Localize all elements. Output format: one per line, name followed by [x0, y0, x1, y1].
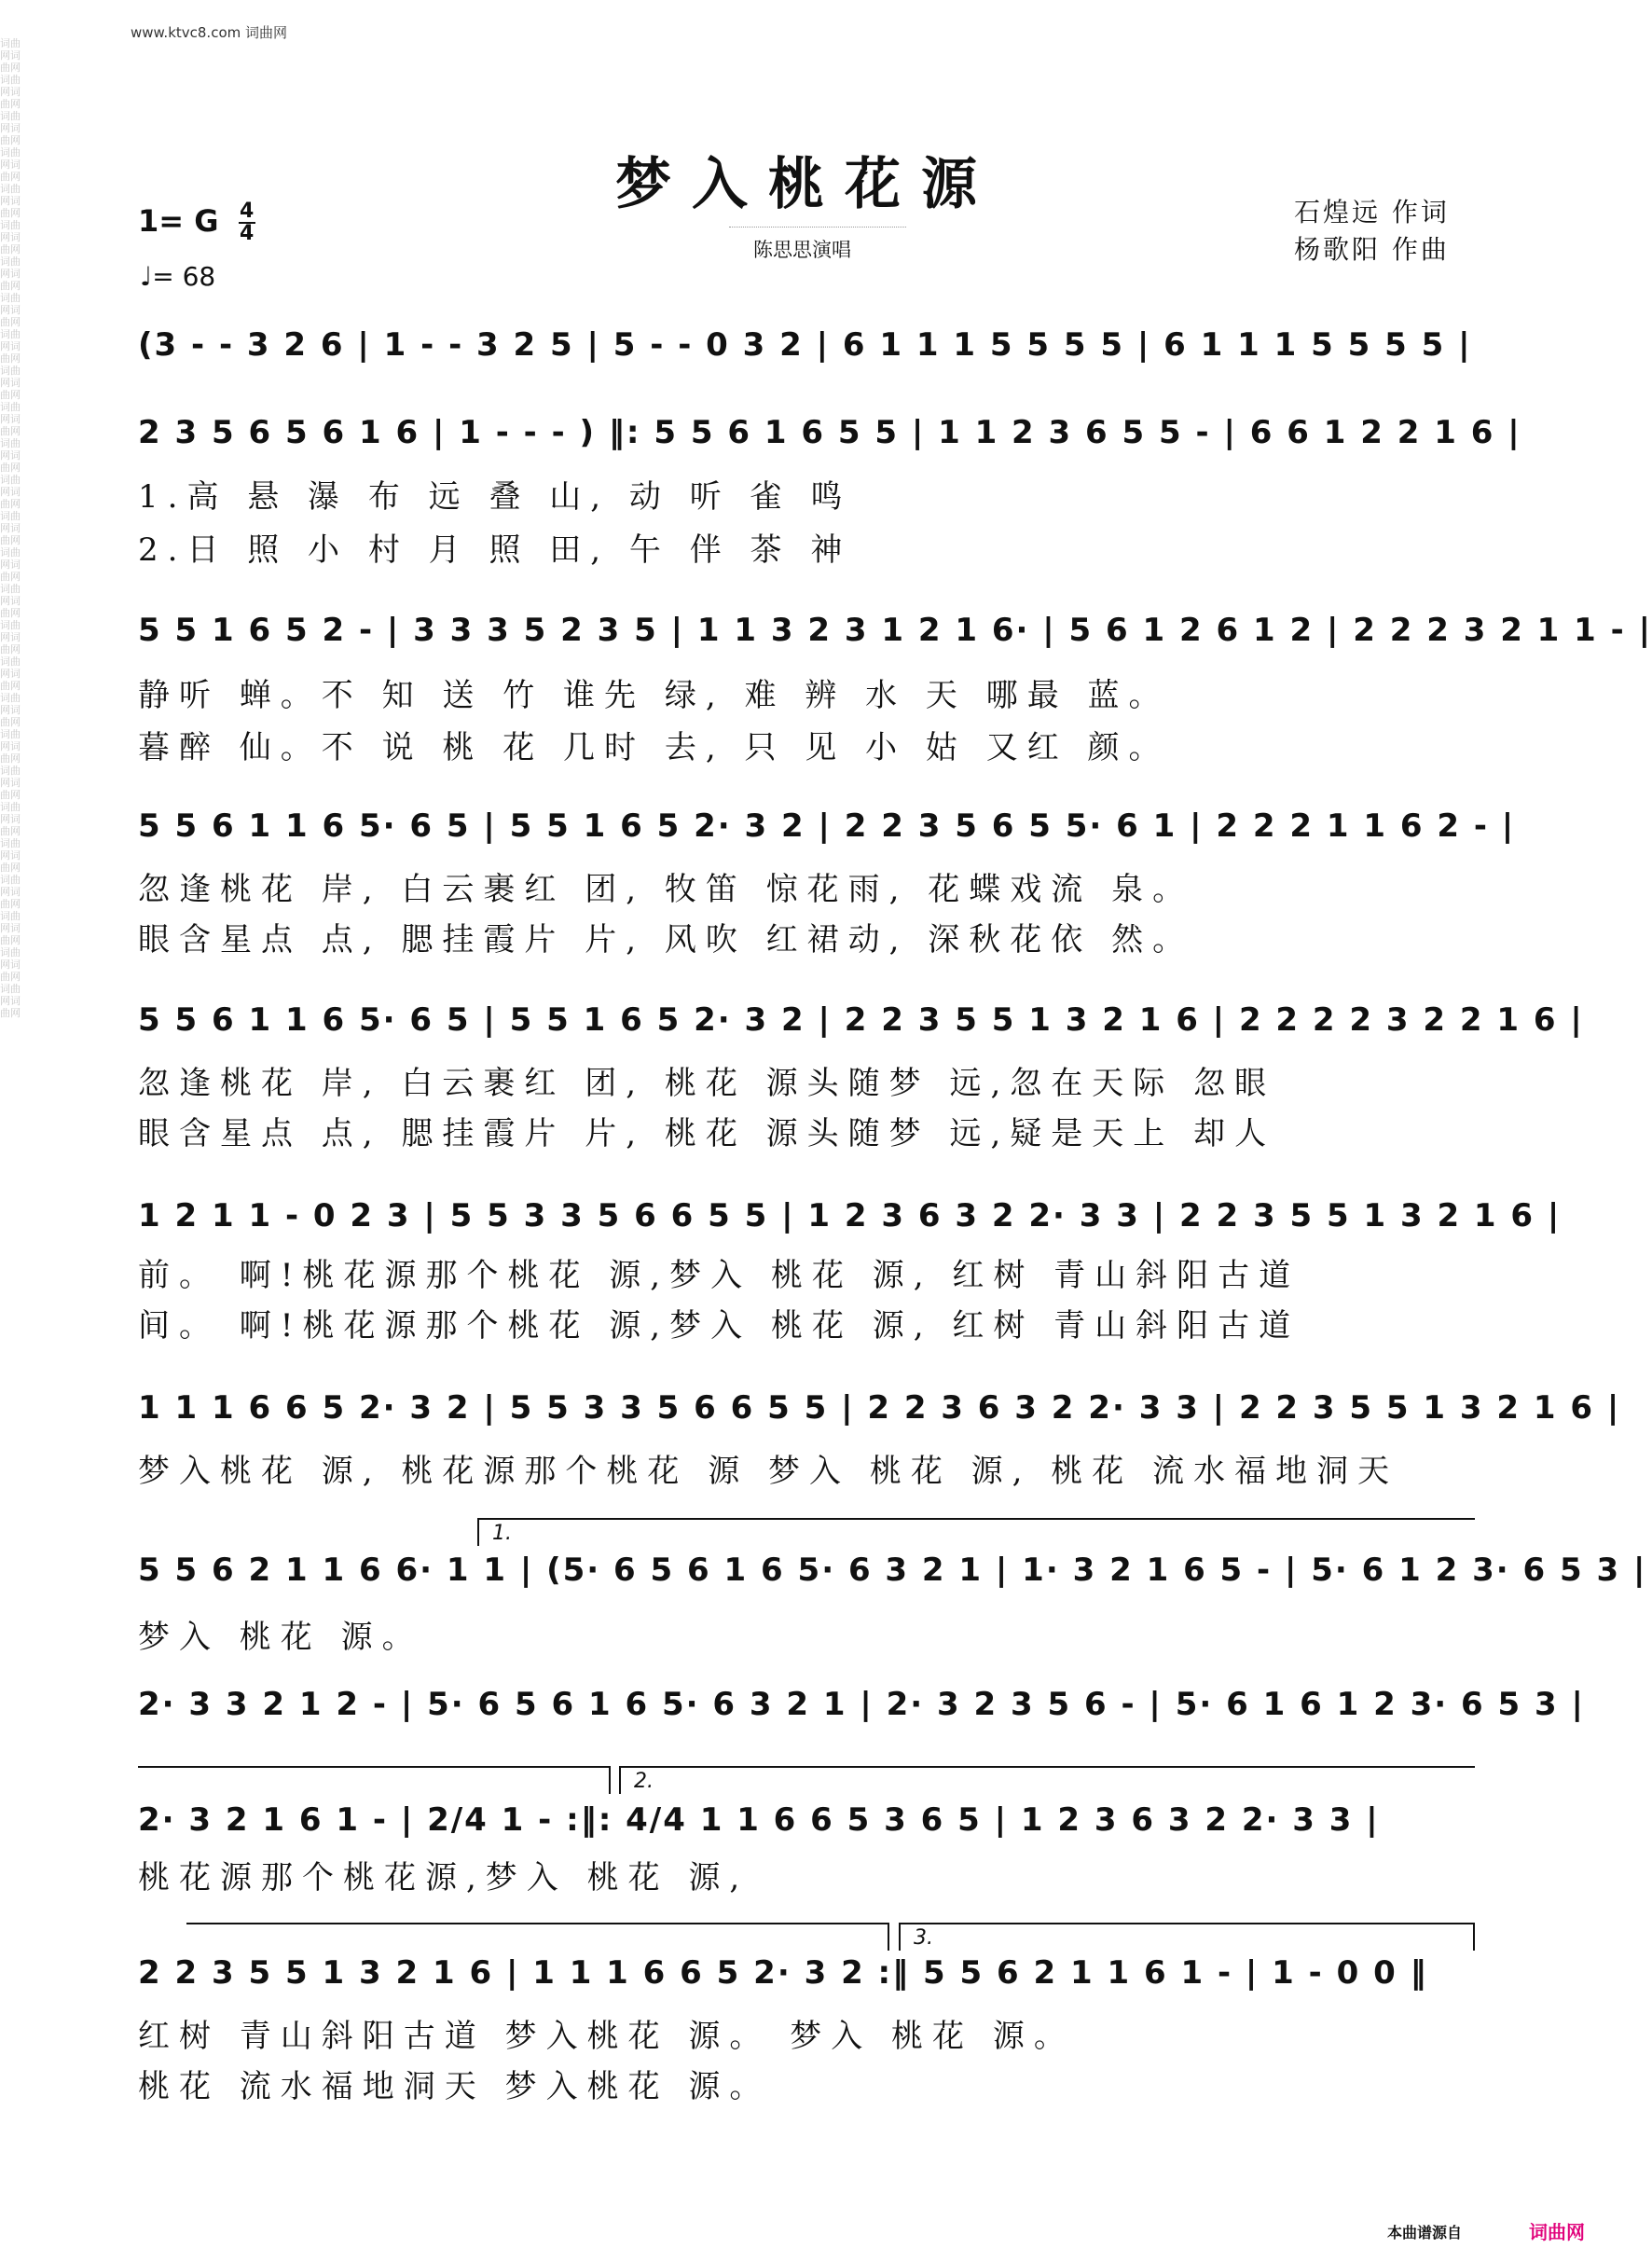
- song-title: 梦入桃花源: [615, 152, 998, 217]
- score-system-3-lyrics-2: 暮醉 仙。不 说 桃 花 几时 去, 只 见 小 姑 又红 颜。: [138, 729, 1170, 766]
- score-system-9-notes: 2· 3 3 2 1 2 - | 5· 6 5 6 1 6 5· 6 3 2 1 | 2· 3 2 3 5 6 - | 5· 6 1 6 1 2 3· 6 5 3 |: [138, 1686, 1585, 1723]
- footer-source-text: 本曲谱源自: [1387, 2224, 1463, 2241]
- score-system-10-lyrics-1: 桃花源那个桃花源,梦入 桃花 源,: [138, 1859, 750, 1896]
- score-system-6-notes: 1 2 1 1 - 0 2 3 | 5 5 3 3 5 6 6 5 5 | 1 2 3 6 3 2 2· 3 3 | 2 2 3 5 5 1 3 2 1 6 |: [138, 1197, 1562, 1234]
- tempo-marking: ♩= 68: [140, 261, 216, 292]
- score-system-7-notes: 1 1 1 6 6 5 2· 3 2 | 5 5 3 3 5 6 6 5 5 | 2 2 3 6 3 2 2· 3 3 | 2 2 3 5 5 1 3 2 1 6 |: [138, 1389, 1621, 1427]
- score-system-5-notes: 5 5 6 1 1 6 5· 6 5 | 5 5 1 6 5 2· 3 2 | 2 2 3 5 5 1 3 2 1 6 | 2 2 2 2 3 2 2 1 6 |: [138, 1001, 1584, 1039]
- side-watermark: 词曲网词曲网词曲网词曲网词曲网词曲网词曲网词曲网词曲网词曲网词曲网词曲网词曲网词曲网词曲网词曲网词曲网词曲网词曲网词曲网词曲网词曲网词曲网词曲网词曲网词曲网词曲网词曲网词曲网词曲网词曲网词曲网词曲网词曲网词曲网词曲网词曲网词曲网词曲网词曲网词曲网词曲网词曲网词曲网词曲网词曲网词曲网词曲网词曲网词曲网词曲网词曲网词曲网词曲网: [0, 37, 21, 1019]
- volta-2-bracket: [619, 1766, 1475, 1768]
- score-system-11-notes: 2 2 3 5 5 1 3 2 1 6 | 1 1 1 6 6 5 2· 3 2 :‖ 5 5 6 2 1 1 6 1 - | 1 - 0 0 ‖: [138, 1954, 1428, 1992]
- volta-1-label: 1.: [492, 1522, 512, 1545]
- score-system-6-lyrics-1: 前。 啊!桃花源那个桃花 源,梦入 桃花 源, 红树 青山斜阳古道: [138, 1257, 1301, 1294]
- lyricist-credit: 石煌远 作词: [1294, 197, 1450, 228]
- time-sig-top: 4: [239, 200, 255, 223]
- volta-1-continuation: [138, 1766, 609, 1768]
- volta-3-hook: [899, 1923, 901, 1951]
- volta-1-hook: [477, 1518, 479, 1546]
- footer-site-logo[interactable]: 词曲网: [1529, 2221, 1585, 2243]
- score-system-3-lyrics-1: 静听 蝉。不 知 送 竹 谁先 绿, 难 辨 水 天 哪最 蓝。: [138, 677, 1170, 714]
- volta-2-label: 2.: [634, 1770, 654, 1793]
- score-system-6-lyrics-2: 间。 啊!桃花源那个桃花 源,梦入 桃花 源, 红树 青山斜阳古道: [138, 1307, 1301, 1345]
- score-system-8-lyrics-1: 梦入 桃花 源。: [138, 1619, 423, 1656]
- site-url-header: www.ktvc8.com 词曲网: [131, 24, 288, 41]
- volta-2-end-hook: [888, 1923, 889, 1951]
- time-sig-bottom: 4: [239, 222, 255, 245]
- volta-3-label: 3.: [914, 1926, 933, 1950]
- volta-2-hook: [619, 1766, 621, 1794]
- volta-3-bracket: [899, 1923, 1475, 1924]
- score-system-5-lyrics-2: 眼含星点 点, 腮挂霞片 片, 桃花 源头随梦 远,疑是天上 却人: [138, 1115, 1276, 1152]
- score-system-11-lyrics-1: 红树 青山斜阳古道 梦入桃花 源。 梦入 桃花 源。: [138, 2018, 1075, 2055]
- score-system-2-lyrics-2: 2.日 照 小 村 月 照 田, 午 伴 茶 神: [138, 531, 852, 569]
- singer-divider: [729, 227, 906, 228]
- score-system-11-lyrics-2: 桃花 流水福地洞天 梦入桃花 源。: [138, 2068, 771, 2105]
- score-system-1-notes: (3 - - 3 2 6 | 1 - - 3 2 5 | 5 - - 0 3 2 | 6 1 1 1 5 5 5 5 | 6 1 1 1 5 5 5 5 |: [138, 326, 1472, 364]
- key-label: 1= G: [138, 203, 219, 239]
- time-signature: [239, 201, 255, 244]
- score-system-5-lyrics-1: 忽逢桃花 岸, 白云裹红 团, 桃花 源头随梦 远,忽在天际 忽眼: [138, 1065, 1276, 1102]
- score-system-7-lyrics-1: 梦入桃花 源, 桃花源那个桃花 源 梦入 桃花 源, 桃花 流水福地洞天: [138, 1453, 1399, 1490]
- volta-3-end-hook: [1473, 1923, 1475, 1951]
- score-system-4-notes: 5 5 6 1 1 6 5· 6 5 | 5 5 1 6 5 2· 3 2 | 2 2 3 5 6 5 5· 6 1 | 2 2 2 1 1 6 2 - |: [138, 807, 1516, 845]
- volta-1-end-hook: [609, 1766, 611, 1794]
- score-system-4-lyrics-2: 眼含星点 点, 腮挂霞片 片, 风吹 红裙动, 深秋花依 然。: [138, 921, 1194, 959]
- score-system-3-notes: 5 5 1 6 5 2 - | 3 3 3 5 2 3 5 | 1 1 3 2 3 1 2 1 6· | 5 6 1 2 6 1 2 | 2 2 2 3 2 1 1 - |: [138, 612, 1652, 649]
- score-system-10-notes: 2· 3 2 1 6 1 - | 2/4 1 - :‖: 4/4 1 1 6 6 5 3 6 5 | 1 2 3 6 3 2 2· 3 3 |: [138, 1801, 1380, 1839]
- key-signature: [138, 201, 255, 244]
- volta-1-bracket: [477, 1518, 1475, 1521]
- score-system-4-lyrics-1: 忽逢桃花 岸, 白云裹红 团, 牧笛 惊花雨, 花蝶戏流 泉。: [138, 871, 1194, 908]
- volta-2-continuation: [186, 1923, 888, 1924]
- composer-credit: 杨歌阳 作曲: [1294, 234, 1450, 265]
- score-system-2-lyrics-1: 1.高 悬 瀑 布 远 叠 山, 动 听 雀 鸣: [138, 478, 852, 516]
- score-system-2-notes: 2 3 5 6 5 6 1 6 | 1 - - - ) ‖: 5 5 6 1 6 5 5 | 1 1 2 3 6 5 5 - | 6 6 1 2 2 1 6 |: [138, 414, 1521, 451]
- singer-credit: 陈思思演唱: [753, 239, 851, 261]
- score-system-8-notes: 5 5 6 2 1 1 6 6· 1 1 | (5· 6 5 6 1 6 5· 6 3 2 1 | 1· 3 2 1 6 5 - | 5· 6 1 2 3· 6 5 3 |: [138, 1552, 1647, 1589]
